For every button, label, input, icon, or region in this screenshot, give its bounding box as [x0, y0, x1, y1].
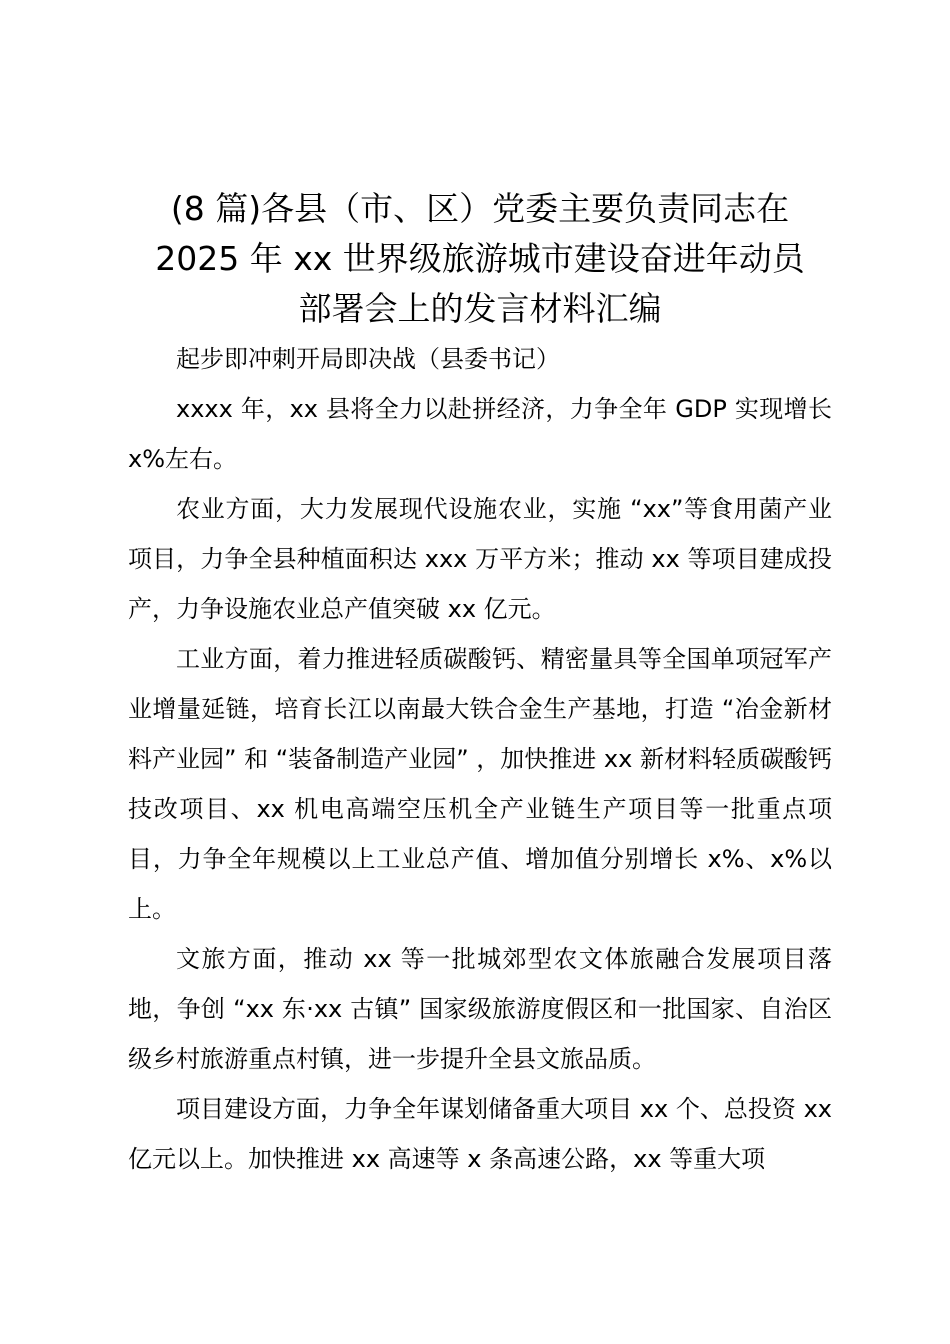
paragraph: 文旅方面，推动 xx 等一批城郊型农文体旅融合发展项目落地，争创 “xx 东·xx 古镇” 国家级旅游度假区和一批国家、自治区级乡村旅游重点村镇，进一步提升全县文旅品质。: [128, 945, 832, 1073]
paragraph: 项目建设方面，力争全年谋划储备重大项目 xx 个、总投资 xx 亿元以上。加快推进 xx 高速等 x 条高速公路，xx 等重大项: [128, 1095, 832, 1173]
title-line: 部署会上的发言材料汇编: [298, 289, 662, 328]
paragraph: 工业方面，着力推进轻质碳酸钙、精密量具等全国单项冠军产业增量延链，培育长江以南最大铁合金生产基地，打造 “冶金新材料产业园” 和 “装备制造产业园” ，加快推进 xx 新材料轻质碳酸钙技改项目、xx 机电高端空压机全产业链生产项目等一批重点项目，力争全年规模以上工业总产值、增加值分别增长 x%、x%以上。: [128, 645, 832, 923]
paragraph: xxxx 年，xx 县将全力以赴拼经济，力争全年 GDP 实现增长 x%左右。: [128, 395, 832, 473]
title-line: (8 篇)各县（市、区）党委主要负责同志在: [170, 189, 790, 228]
document-page: [128, 184, 832, 1184]
section-heading: 起步即冲刺开局即决战（县委书记）: [176, 345, 560, 373]
title-line: 2025 年 xx 世界级旅游城市建设奋进年动员: [155, 239, 805, 278]
paragraph: 农业方面，大力发展现代设施农业，实施 “xx”等食用菌产业项目，力争全县种植面积达 xxx 万平方米；推动 xx 等项目建成投产，力争设施农业总产值突破 xx 亿元。: [128, 495, 832, 623]
document-title: [128, 184, 832, 334]
